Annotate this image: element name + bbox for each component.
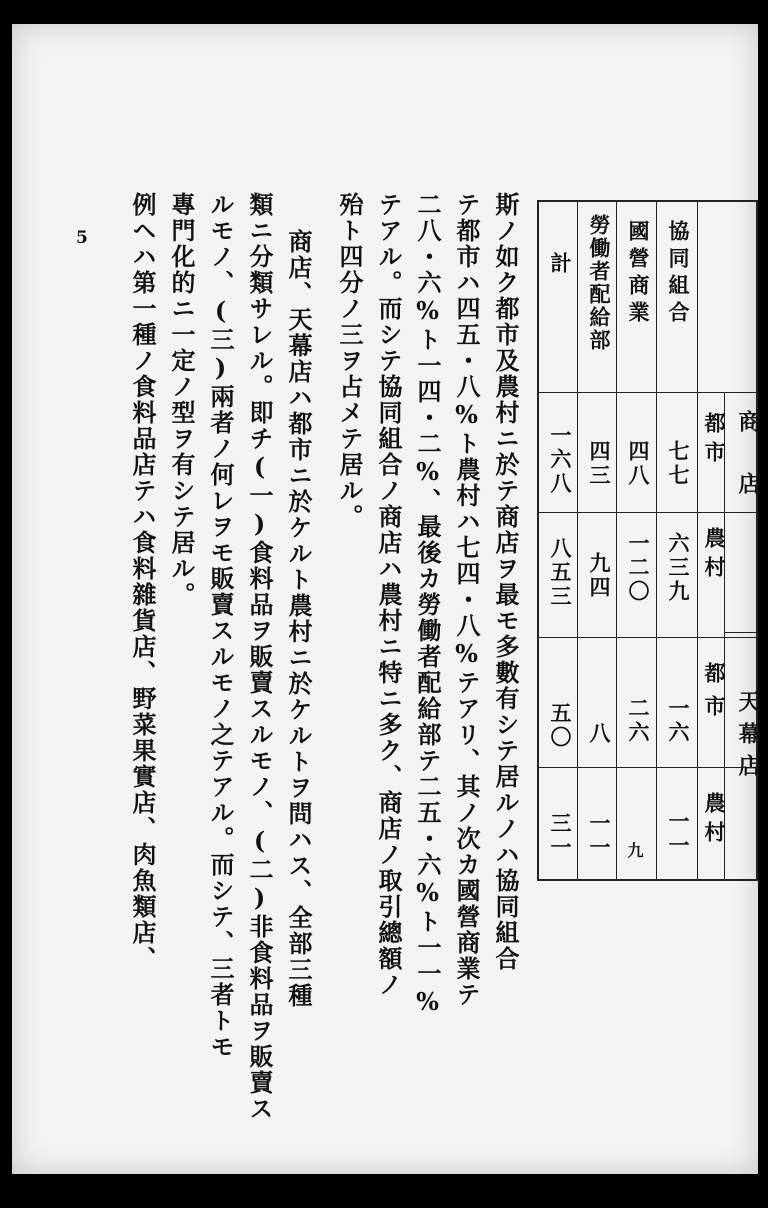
- subheader-city-shop: 都市: [702, 412, 727, 470]
- table-vline: [656, 202, 657, 879]
- subheader-city-tent: 都市: [702, 662, 727, 728]
- header-shop: 商店: [735, 410, 761, 534]
- table-cell: 一六八: [548, 424, 573, 496]
- document-page: [12, 24, 761, 1174]
- header-tent-shop: 天幕店: [735, 690, 761, 786]
- table-cell: 一二〇: [626, 532, 651, 604]
- row-label: 勞働者配給部: [587, 214, 612, 352]
- text-column: 殆ト四分ノ三ヲ占メテ居ル。: [335, 192, 364, 530]
- table-vline: [577, 202, 578, 879]
- text-column: 類ニ分類サレル。即チ(一)食料品ヲ販賣スルモノ、(二)非食料品ヲ販賣ス: [245, 192, 274, 1122]
- row-label: 國營商業: [626, 220, 651, 328]
- text-column: 專門化的ニ一定ノ型ヲ有シテ居ル。: [167, 192, 196, 608]
- table-cell: 三一: [548, 812, 573, 860]
- table-vline: [697, 202, 698, 879]
- text-column: ルモノ、(三)兩者ノ何レヲモ販賣スルモノ之テアル。而シテ、三者トモ: [206, 192, 235, 1060]
- row-label-total: 計: [548, 252, 573, 276]
- text-column: 例ヘハ第一種ノ食料品店テハ食料雜貨店、野菜果實店、肉魚類店、: [128, 192, 157, 972]
- text-column: 商店、天幕店ハ都市ニ於ケルト農村ニ於ケルトヲ問ハス、全部三種: [284, 229, 313, 1009]
- page-number: 5: [76, 228, 88, 248]
- table-cell: 一六: [666, 697, 691, 745]
- text-column: テ都市ハ四五・八%ト農村ハ七四・八%テアリ、其ノ次カ國營商業テ: [452, 192, 481, 1008]
- table-cell: 一一: [666, 810, 691, 858]
- table-cell: 七七: [666, 440, 691, 488]
- table-cell: 四三: [587, 440, 612, 488]
- table-cell: 八五三: [548, 537, 573, 609]
- table-cell: 八: [587, 722, 612, 746]
- statistics-table: [537, 200, 761, 881]
- row-label: 協同組合: [666, 220, 691, 328]
- text-column: テアル。而シテ協同組合ノ商店ハ農村ニ特ニ多ク、商店ノ取引總額ノ: [374, 192, 403, 998]
- text-column: 斯ノ如ク都市及農村ニ於テ商店ヲ最モ多數有シテ居ルノハ協同組合: [491, 192, 520, 972]
- text-column: 二八・六%ト一四・二%、最後カ勞働者配給部テ二五・六%ト一一%: [413, 192, 442, 1018]
- table-cell: 五〇: [548, 702, 573, 750]
- subheader-village-tent: 農村: [702, 792, 727, 850]
- table-cell: 九四: [587, 552, 612, 600]
- table-hline: [724, 632, 756, 633]
- table-vline: [616, 202, 617, 879]
- subheader-village-shop: 農村: [702, 527, 727, 585]
- table-cell: 九: [625, 842, 644, 861]
- table-cell: 一一: [587, 812, 612, 860]
- table-cell: 二六: [626, 697, 651, 745]
- table-cell: 四八: [626, 440, 651, 488]
- table-cell: 六三九: [666, 532, 691, 604]
